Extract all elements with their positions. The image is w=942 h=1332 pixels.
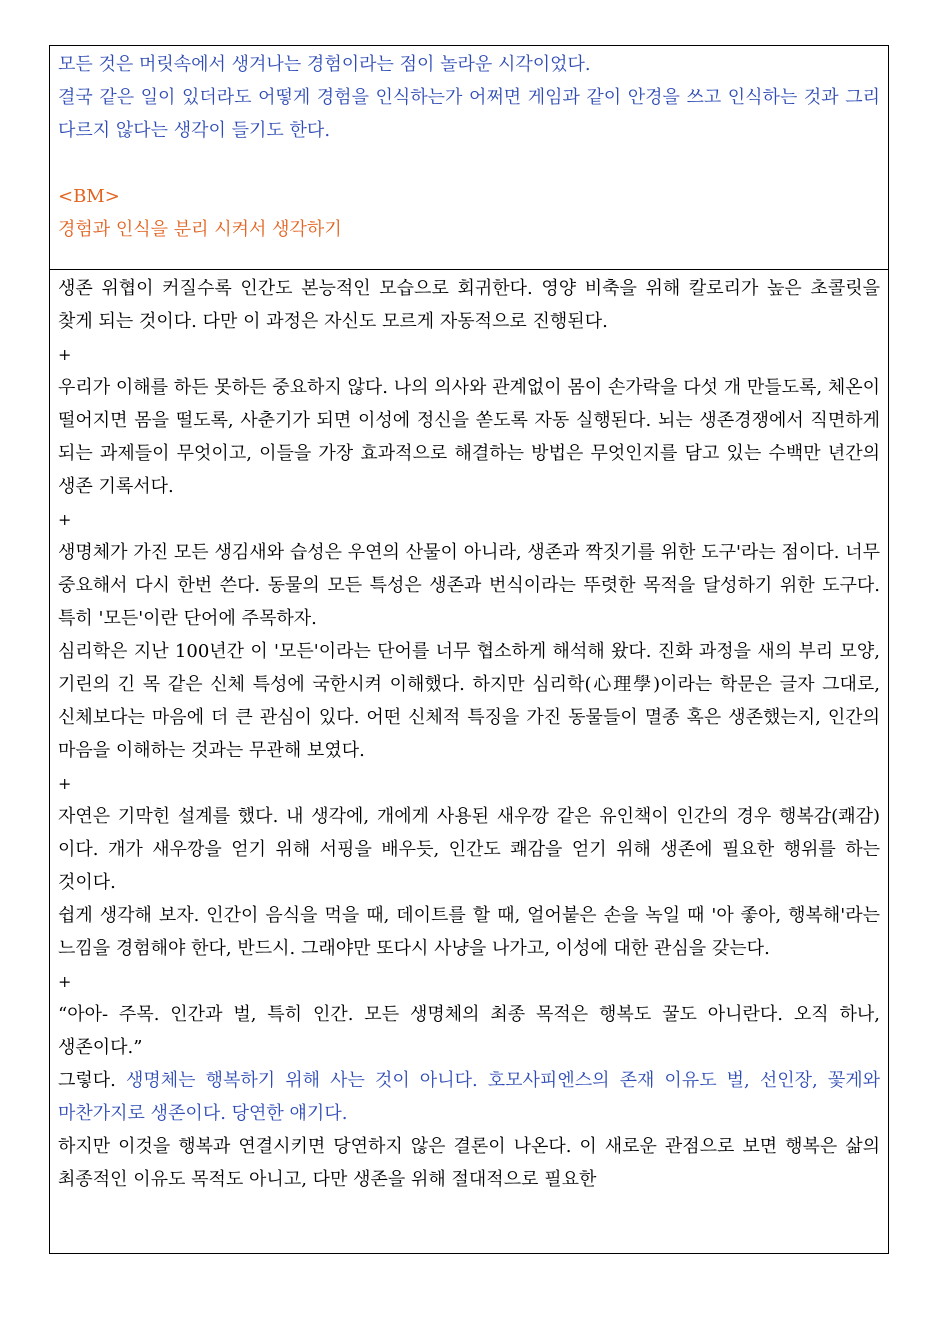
- paragraph-6: 쉽게 생각해 보자. 인간이 음식을 먹을 때, 데이트를 할 때, 얼어붙은 손을 녹일 때 '아 좋아, 행복해'라는 느낌을 경험해야 한다, 반드시. 그래야만 또다시 사냥을 나가고, 이성에 대한 관심을 갖는다.: [58, 905, 880, 959]
- paragraph-9: 하지만 이것을 행복과 연결시키면 당연하지 않은 결론이 나온다. 이 새로운 관점으로 보면 행복은 삶의 최종적인 이유도 목적도 아니고, 다만 생존을 위해 절대적으로 필요한: [58, 1136, 880, 1190]
- paragraph-8-prefix: 그렇다.: [58, 1070, 126, 1091]
- paragraph-4: 심리학은 지난 100년간 이 '모든'이라는 단어를 너무 협소하게 해석해 왔다. 진화 과정을 새의 부리 모양, 기린의 긴 목 같은 신체 특성에 국한시켜 이해했다. 하지만 심리학(心理學)이라는 학문은 글자 그대로, 신체보다는 마음에 더 큰 관심이 있다. 어떤 신체적 특징을 가진 동물들이 멸종 혹은 생존했는지, 인간의 마음을 이해하는 것과는 무관해 보였다.: [58, 641, 880, 761]
- paragraph-3: 생명체가 가진 모든 생김새와 습성은 우연의 산물이 아니라, 생존과 짝짓기를 위한 도구'라는 점이다. 너무 중요해서 다시 한번 쓴다. 동물의 모든 특성은 생존과 번식이라는 뚜렷한 목적을 달성하기 위한 도구다. 특히 '모든'이란 단어에 주목하자.: [58, 542, 880, 629]
- blank-line: [58, 147, 880, 180]
- document-table: [49, 45, 889, 1254]
- plus-separator: +: [58, 510, 72, 529]
- paragraph-2: 우리가 이해를 하든 못하든 중요하지 않다. 나의 의사와 관계없이 몸이 손가락을 다섯 개 만들도록, 체온이 떨어지면 몸을 떨도록, 사춘기가 되면 이성에 정신을 쏟도록 자동 실행된다. 뇌는 생존경쟁에서 직면하게 되는 과제들이 무엇이고, 이들을 가장 효과적으로 해결하는 방법은 무엇인지를 담고 있는 수백만 년간의 생존 기록서다.: [58, 377, 880, 497]
- plus-separator: +: [58, 774, 72, 793]
- notes-cell: [50, 46, 888, 270]
- paragraph-8: [58, 1064, 880, 1130]
- paragraph-5: 자연은 기막힌 설계를 했다. 내 생각에, 개에게 사용된 새우깡 같은 유인책이 인간의 경우 행복감(쾌감)이다. 개가 새우깡을 얻기 위해 서핑을 배우듯, 인간도 쾌감을 얻기 위해 생존에 필요한 행위를 하는 것이다.: [58, 806, 880, 893]
- bm-text: 경험과 인식을 분리 시켜서 생각하기: [58, 219, 342, 240]
- plus-separator: +: [58, 972, 72, 991]
- paragraph-7: “아아- 주목. 인간과 벌, 특히 인간. 모든 생명체의 최종 목적은 행복도 꿀도 아니란다. 오직 하나, 생존이다.”: [58, 1004, 880, 1058]
- excerpt-cell: [50, 270, 888, 1253]
- bm-tag: <BM>: [58, 186, 120, 207]
- paragraph-1: 생존 위협이 커질수록 인간도 본능적인 모습으로 회귀한다. 영양 비축을 위해 칼로리가 높은 초콜릿을 찾게 되는 것이다. 다만 이 과정은 자신도 모르게 자동적으로 진행된다.: [58, 278, 880, 332]
- plus-separator: +: [58, 345, 72, 364]
- paragraph-8-highlight: 생명체는 행복하기 위해 사는 것이 아니다. 호모사피엔스의 존재 이유도 벌, 선인장, 꽃게와 마찬가지로 생존이다. 당연한 얘기다.: [58, 1070, 880, 1124]
- note-line-2: 결국 같은 일이 있더라도 어떻게 경험을 인식하는가 어쩌면 게임과 같이 안경을 쓰고 인식하는 것과 그리 다르지 않다는 생각이 들기도 한다.: [58, 87, 880, 141]
- note-line-1: 모든 것은 머릿속에서 생겨나는 경험이라는 점이 놀라운 시각이었다.: [58, 54, 591, 75]
